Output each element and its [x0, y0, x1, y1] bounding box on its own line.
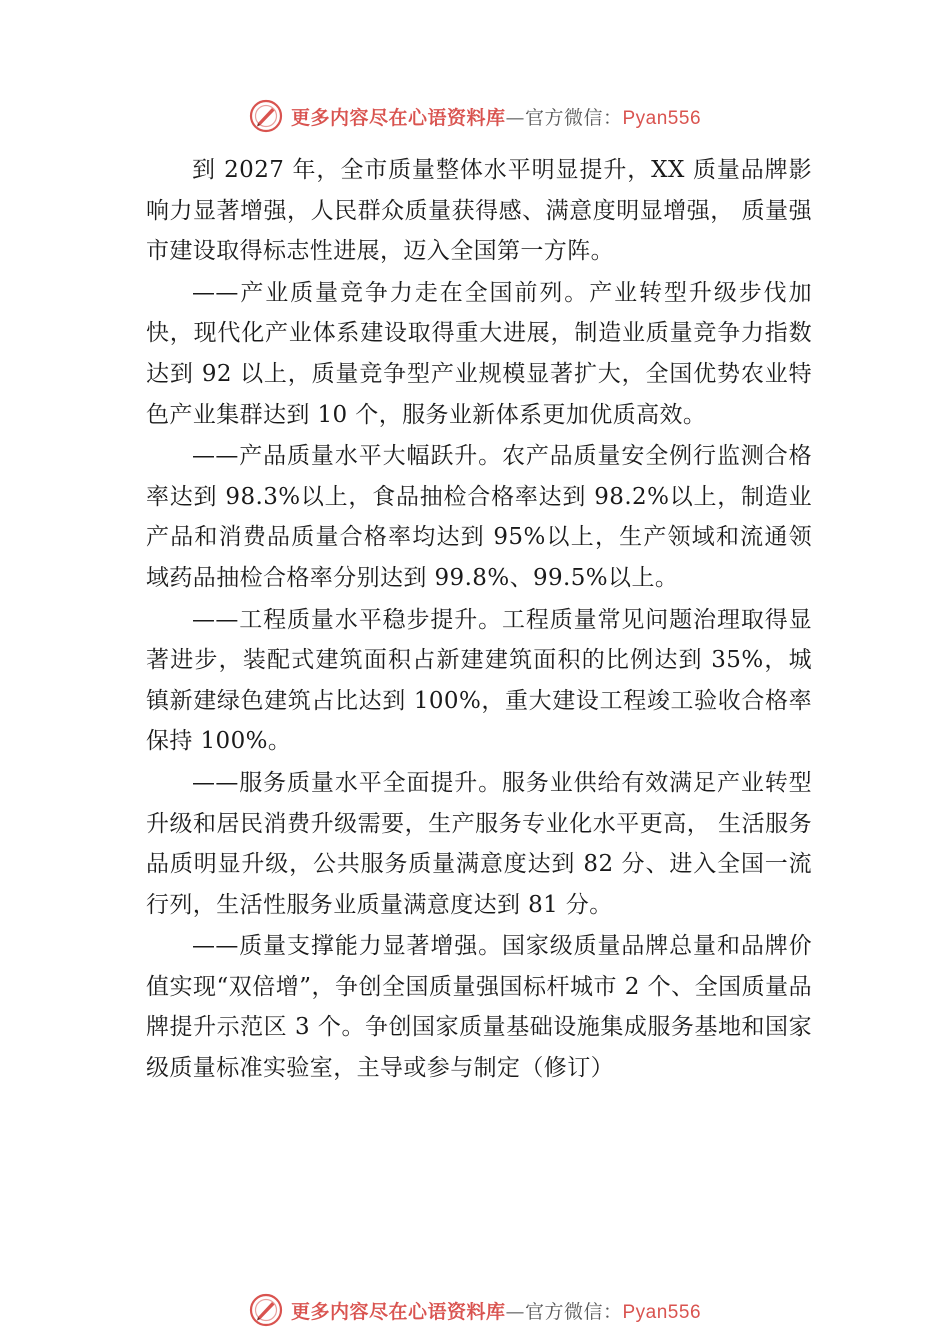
- header-watermark: [0, 96, 950, 136]
- document-body: [146, 150, 812, 1090]
- watermark-label: 官方微信：: [524, 106, 623, 129]
- paragraph-quality-support: ——质量支撑能力显著增强。国家级质量品牌总量和品牌价值实现“双倍增”，争创全国质量强国标杆城市 2 个、全国质量品牌提升示范区 3 个。争创国家质量基础设施集成服务基地和国家级质量标准实验室，主导或参与制定（修订）: [146, 933, 812, 1082]
- paragraph-engineering-quality: ——工程质量水平稳步提升。工程质量常见问题治理取得显著进步，装配式建筑面积占新建建筑面积的比例达到 35%，城镇新建绿色建筑占比达到 100%，重大建设工程竣工验收合格率保持 100%。: [146, 606, 812, 755]
- seal-logo-icon: [249, 1293, 283, 1327]
- paragraph-service-quality: ——服务质量水平全面提升。服务业供给有效满足产业转型升级和居民消费升级需要，生产服务专业化水平更高， 生活服务品质明显升级，公共服务质量满意度达到 82 分、进入全国一流行列，生活性服务业质量满意度达到 81 分。: [146, 769, 812, 918]
- paragraph-industry-quality: ——产业质量竞争力走在全国前列。产业转型升级步伐加快，现代化产业体系建设取得重大进展，制造业质量竞争力指数达到 92 以上，质量竞争型产业规模显著扩大，全国优势农业特色产业集群达到 10 个，服务业新体系更加优质高效。: [146, 279, 812, 428]
- watermark-separator: —: [505, 1300, 525, 1323]
- watermark-brand: 更多内容尽在心语资料库: [290, 1300, 506, 1323]
- watermark-account: Pyan556: [622, 107, 702, 129]
- footer-watermark: [0, 1290, 950, 1330]
- watermark-label: 官方微信：: [524, 1300, 623, 1323]
- seal-logo-icon: [249, 99, 283, 133]
- watermark-separator: —: [505, 106, 525, 129]
- watermark-brand: 更多内容尽在心语资料库: [290, 106, 506, 129]
- paragraph-overview: 到 2027 年，全市质量整体水平明显提升，XX 质量品牌影响力显著增强，人民群众质量获得感、满意度明显增强， 质量强市建设取得标志性进展，迈入全国第一方阵。: [146, 157, 812, 265]
- watermark-account: Pyan556: [622, 1301, 702, 1323]
- watermark-text: [291, 103, 701, 130]
- watermark-text: [291, 1297, 701, 1324]
- paragraph-product-quality: ——产品质量水平大幅跃升。农产品质量安全例行监测合格率达到 98.3%以上，食品抽检合格率达到 98.2%以上，制造业产品和消费品质量合格率均达到 95%以上，生产领域和流通领域药品抽检合格率分别达到 99.8%、99.5%以上。: [146, 443, 812, 591]
